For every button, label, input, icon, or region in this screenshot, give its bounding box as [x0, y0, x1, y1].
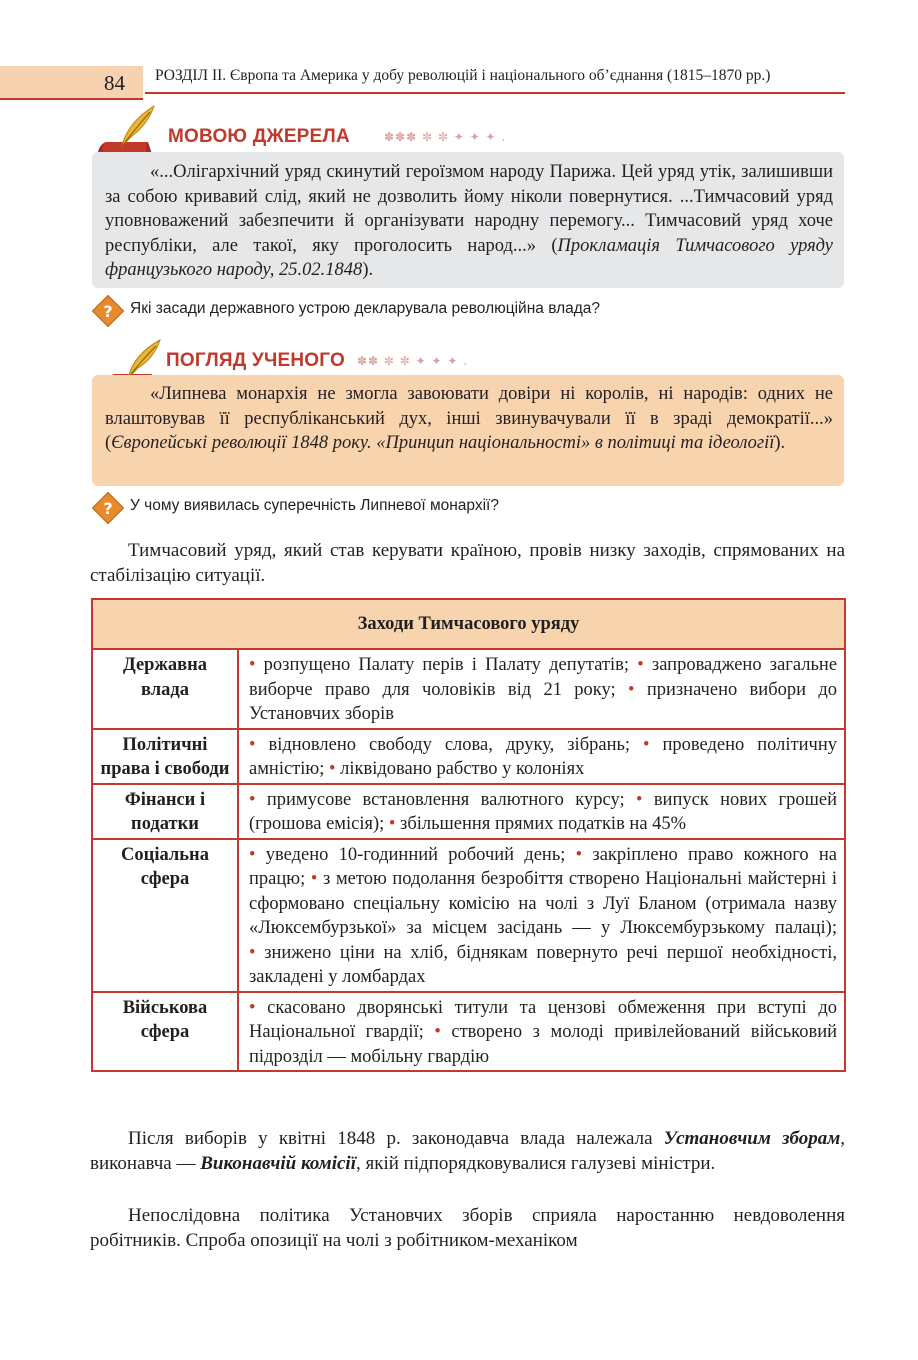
- bullet-marker: •: [249, 655, 264, 675]
- scholar-box-title: ПОГЛЯД УЧЕНОГО: [166, 350, 345, 371]
- bullet-marker: •: [249, 844, 266, 865]
- table-item: створено з молоді привілейований військовий підрозділ — мобільну гвардію: [249, 1022, 837, 1067]
- ornament-dots-icon: ✽✽ ✼ ✼ ✦ ✦ ✦ .: [357, 354, 469, 368]
- table-row: [92, 784, 845, 839]
- table-item: розпущено Палату перів і Палату депутатів;: [263, 655, 630, 675]
- table-description-cell: [238, 649, 845, 729]
- table-item: уведено 10-годинний робочий день;: [265, 844, 566, 865]
- bullet-marker: •: [249, 789, 267, 810]
- table-item: ліквідовано рабство у колоніях: [340, 759, 585, 779]
- table-item: закріплено право кожного на працю;: [249, 844, 838, 889]
- question-diamond-icon: [92, 492, 124, 524]
- citation-close: ).: [774, 433, 786, 453]
- scholar-quote: [105, 382, 833, 456]
- table-row: [92, 729, 845, 784]
- intro-paragraph: [90, 538, 845, 588]
- bullet-marker: •: [434, 1022, 452, 1042]
- table-header-row: [92, 599, 845, 649]
- table-item: скасовано дворянські титули та цензові обмеження при вступі до Національної гвардії;: [249, 997, 837, 1042]
- bullet-marker: •: [637, 655, 652, 675]
- table-category-cell: Соціальна сфера: [92, 839, 238, 992]
- bullet-marker: •: [635, 789, 654, 810]
- source-quote-text: «...Олігархічний уряд скинутий героїзмом народу Парижа. Цей уряд утік, залишивши за собою кривавий слід, який не дозволить йому ніколи повернутися. ...Тимчасовий уряд уповноважений забезпечити й організувати народну перемогу... Тимчасовий уряд хоче республіки, але такої, яку проголосить народ...»: [105, 162, 833, 256]
- scholar-citation: Європейські революції 1848 року. «Принцип національності» в політиці та ідеології: [111, 433, 775, 453]
- bullet-marker: •: [249, 997, 268, 1018]
- intro-text: Тимчасовий уряд, який став керувати країною, провів низку заходів, спрямованих на стабілізацію ситуації.: [90, 540, 845, 586]
- paragraph-opposition-text: Непослідовна політика Установчих зборів сприяла наростанню невдоволення робітників. Спроба опозиції на чолі з робітником-механіком: [90, 1205, 845, 1251]
- measures-table: [91, 598, 846, 1072]
- paragraph-elections: [90, 1126, 845, 1176]
- ornament-dots-icon: ✽✽✽ ✼ ✼ ✦ ✦ ✦ .: [384, 130, 507, 144]
- running-header: РОЗДІЛ ІІ. Європа та Америка у добу революцій і національного об’єднання (1815–1870 рр.): [155, 67, 771, 84]
- header-rule: [145, 92, 845, 94]
- page-number: 84: [104, 71, 125, 95]
- question-2-text: У чому виявилась суперечність Липневої монархії?: [130, 497, 499, 514]
- text-run: , якій підпорядковувалися галузеві міністри.: [355, 1153, 716, 1174]
- table-item: випуск нових грошей (грошова емісія);: [249, 789, 837, 834]
- table-item: з метою подолання безробіття створено Національні майстерні і сформовано спеціальну комісію на чолі з Луї Бланом (отримала назву «Люксембурзької» за місцем засідань — у Люксембурзькому палаці);: [249, 869, 838, 938]
- text-run: Після виборів у квітні 1848 р. законодавча влада належала: [128, 1128, 664, 1149]
- bullet-marker: •: [328, 759, 341, 779]
- svg-text:?: ?: [103, 499, 113, 518]
- bullet-marker: •: [310, 869, 323, 889]
- table-item: призначено вибори до Установчих зборів: [249, 679, 838, 724]
- table-row: [92, 992, 845, 1072]
- table-description-cell: [238, 784, 845, 839]
- text-run: , виконавча —: [90, 1128, 845, 1174]
- bullet-marker: •: [249, 942, 265, 963]
- table-category-cell: Політичні права і свободи: [92, 729, 238, 784]
- citation-close: ).: [362, 260, 374, 280]
- term-constituent-assembly: Установчим зборам: [663, 1128, 841, 1149]
- svg-text:?: ?: [103, 302, 113, 321]
- table-description-cell: [238, 839, 845, 992]
- question-1: [92, 295, 601, 332]
- bullet-marker: •: [575, 844, 593, 865]
- table-item: збільшення прямих податків на 45%: [400, 814, 687, 834]
- table-item: проведено політичну амністію;: [249, 734, 837, 779]
- question-diamond-icon: [92, 295, 124, 327]
- table-row: [92, 839, 845, 992]
- question-1-text: Які засади державного устрою декларувала революційна влада?: [130, 300, 601, 317]
- paragraph-elections-text: [90, 1126, 845, 1176]
- source-quote-box: [92, 152, 844, 288]
- table-item: запроваджено загальне виборче право для чоловіків від 21 року;: [249, 655, 838, 700]
- scholar-quote-box: [92, 375, 844, 486]
- bullet-marker: •: [388, 814, 401, 834]
- source-box-title: МОВОЮ ДЖЕРЕЛА: [168, 126, 350, 147]
- term-executive-commission: Виконавчій комісії: [200, 1153, 356, 1174]
- table-description-cell: [238, 729, 845, 784]
- table-item: знижено ціни на хліб, біднякам повернуто речі першої необхідності, закладені у ломбардах: [249, 942, 837, 987]
- bullet-marker: •: [249, 734, 269, 755]
- table-category-cell: Державна влада: [92, 649, 238, 729]
- table-item: примусове встановлення валютного курсу;: [266, 789, 625, 810]
- table-row: [92, 649, 845, 729]
- table-item: відновлено свободу слова, друку, зібрань;: [268, 734, 631, 755]
- bullet-marker: •: [643, 734, 663, 755]
- citation-open: (: [536, 235, 558, 256]
- scholar-quote-text: «Липнева монархія не змогла завоювати довіри ні королів, ні народів: одних не влаштовував її республіканський дух, інші звинувачували її в зраді демократії...»: [105, 384, 833, 429]
- question-2: [92, 492, 499, 529]
- table-category-cell: Військова сфера: [92, 992, 238, 1072]
- source-quote: [105, 160, 833, 283]
- table-category-cell: Фінанси і податки: [92, 784, 238, 839]
- source-citation: Прокламація Тимчасового уряду французького народу, 25.02.1848: [105, 235, 834, 280]
- bullet-marker: •: [628, 679, 647, 700]
- table-header: Заходи Тимчасового уряду: [92, 599, 845, 649]
- table-description-cell: [238, 992, 845, 1072]
- paragraph-opposition: [90, 1203, 845, 1253]
- citation-open: (: [105, 433, 112, 453]
